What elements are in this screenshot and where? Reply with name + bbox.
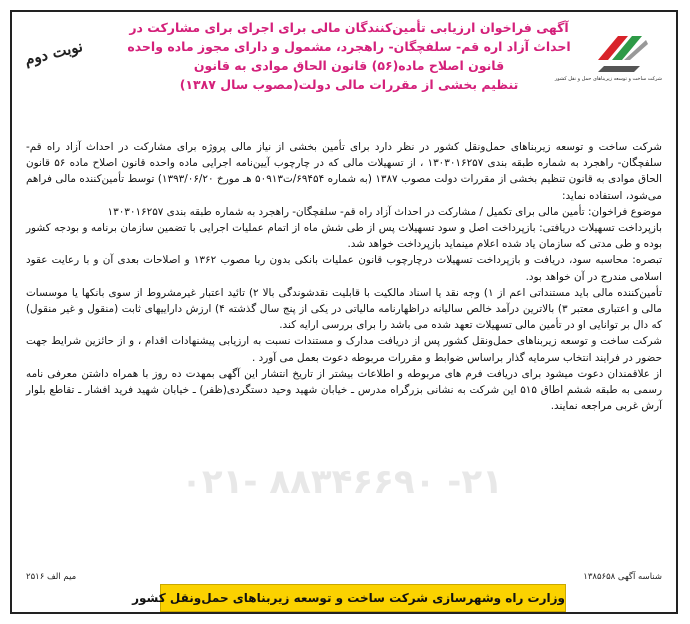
road-logo-icon	[594, 30, 650, 74]
body-paragraph: شرکت ساخت و توسعه زیربناهای حمل‌ونقل کشور پس از دریافت مدارک و مستندات نسبت به ارزیابی پیشنهادات اقدام ، و از حائزین شرایط جهت حضور در فرایند انتخاب سرمایه گذار براساس ضوابط و مقررات مربوطه دعوت بعمل می آورد .	[26, 335, 662, 364]
body-paragraph: تأمین‌کننده مالی باید مستنداتی اعم از ۱) وجه نقد یا اسناد مالکیت با قابلیت نقدشوندگی بالا ۲) تائید اعتبار غیرمشروط از سوی بانکها یا موسسات مالی و اعتباری معتبر ۳) بالاترین درآمد خالص سالیانه دراظهارنامه مالیاتی در یکی از پنج سال گذشته ۴) ارزش داراییهای ثابت (منقول و غیر منقول) که دال بر توانایی او در تأمین مالی تسهیلات تعهد شده می باشد را برای بررسی ارایه کند.	[26, 286, 662, 332]
announcement-frame	[10, 10, 678, 614]
title-line: قانون اصلاح ماده(۵۶) قانون الحاق موادی به قانون	[193, 58, 505, 73]
logo-caption: شرکت ساخت و توسعه زیربناهای حمل و نقل کشور	[554, 76, 662, 82]
title-line: احداث آزاد اره قم- سلفچگان- راهجرد، مشمول و دارای مجوز ماده واحده	[127, 39, 571, 54]
announcement-title	[122, 18, 576, 94]
body-paragraph: بازپرداخت تسهیلات دریافتی: بازپرداخت اصل و سود تسهیلات پس از طی شش ماه از اتمام عملیات اجرایی با تضمین سازمان برنامه و بودجه کشور بوده و طی مدتی که سازمان یاد شده اعلام مینماید بازپرداخت خواهد شد.	[26, 222, 662, 251]
body-paragraph: شرکت ساخت و توسعه زیربناهای حمل‌ونقل کشور در نظر دارد برای تأمین بخشی از نیاز مالی پروژه برای مشارکت در احداث آزاد راه قم- سلفچگان- راهجرد به شماره طبقه بندی ۱۳۰۳۰۱۶۲۵۷ ، از تسهیلات مالی که در چارچوب آیین‌نامه اجرایی ماده واحده قانون اصلاح ماده ۵۶ قانون الحاق موادی به قانون تنظیم بخشی از مقررات دولت مصوب ۱۳۸۷ (به شماره ۶۹۴۵۴/ت۵۰۹۱۳ هـ مورخ ۱۳۹۳/۰۶/۲۰) توسط تأمین‌کننده مالی فراهم می‌شود، استفاده نماید:	[26, 141, 662, 202]
announcement-body	[26, 139, 662, 414]
publisher-banner: وزارت راه وشهرسازی شرکت ساخت و توسعه زیربناهای حمل‌ونقل کشور	[160, 584, 566, 612]
body-paragraph: تبصره: محاسبه سود، دریافت و بازپرداخت تسهیلات درچارچوب قانون عملیات بانکی بدون ربا مصوب ۱۳۶۲ و اصلاحات بعدی آن و با رعایت عقود اسلامی مندرج در آن خواهد بود.	[26, 254, 662, 283]
title-line: تنظیم بخشی از مقررات مالی دولت(مصوب سال ۱۳۸۷)	[179, 77, 519, 92]
body-paragraph: موضوع فراخوان: تأمین مالی برای تکمیل / مشارکت در احداث آزاد راه قم- سلفچگان- راهجرد به شماره طبقه بندی ۱۳۰۳۰۱۶۲۵۷	[107, 205, 662, 218]
announcement-header	[12, 12, 676, 132]
turn-label: نوبت دوم	[22, 37, 85, 69]
title-line: آگهی فراخوان ارزیابی تأمین‌کنندگان مالی برای اجرای برای مشارکت در	[129, 20, 569, 35]
notice-id: شناسه آگهی ۱۳۸۵۶۵۸	[583, 572, 662, 582]
print-code: میم الف ۲۵۱۶	[26, 572, 77, 582]
body-paragraph: از علاقمندان دعوت میشود برای دریافت فرم های مربوطه و اطلاعات بیشتر از تاریخ انتشار این آگهی بمهدت ده روز با همراه داشتن معرفی نامه رسمی به طبقه ششم اطاق ۵۱۵ این شرکت به نشانی بزرگراه مدرس ـ خیابان شهید وحید دستگردی(ظفر) ـ خیابان شهید فرید افشار ـ تقاطع بلوار آرش غربی مراجعه نمایند.	[26, 367, 662, 413]
phone-watermark: ۰۲۱- ۸۸۳۴۶۶۹۰ -۲۱	[181, 462, 503, 502]
organization-logo	[554, 30, 662, 82]
